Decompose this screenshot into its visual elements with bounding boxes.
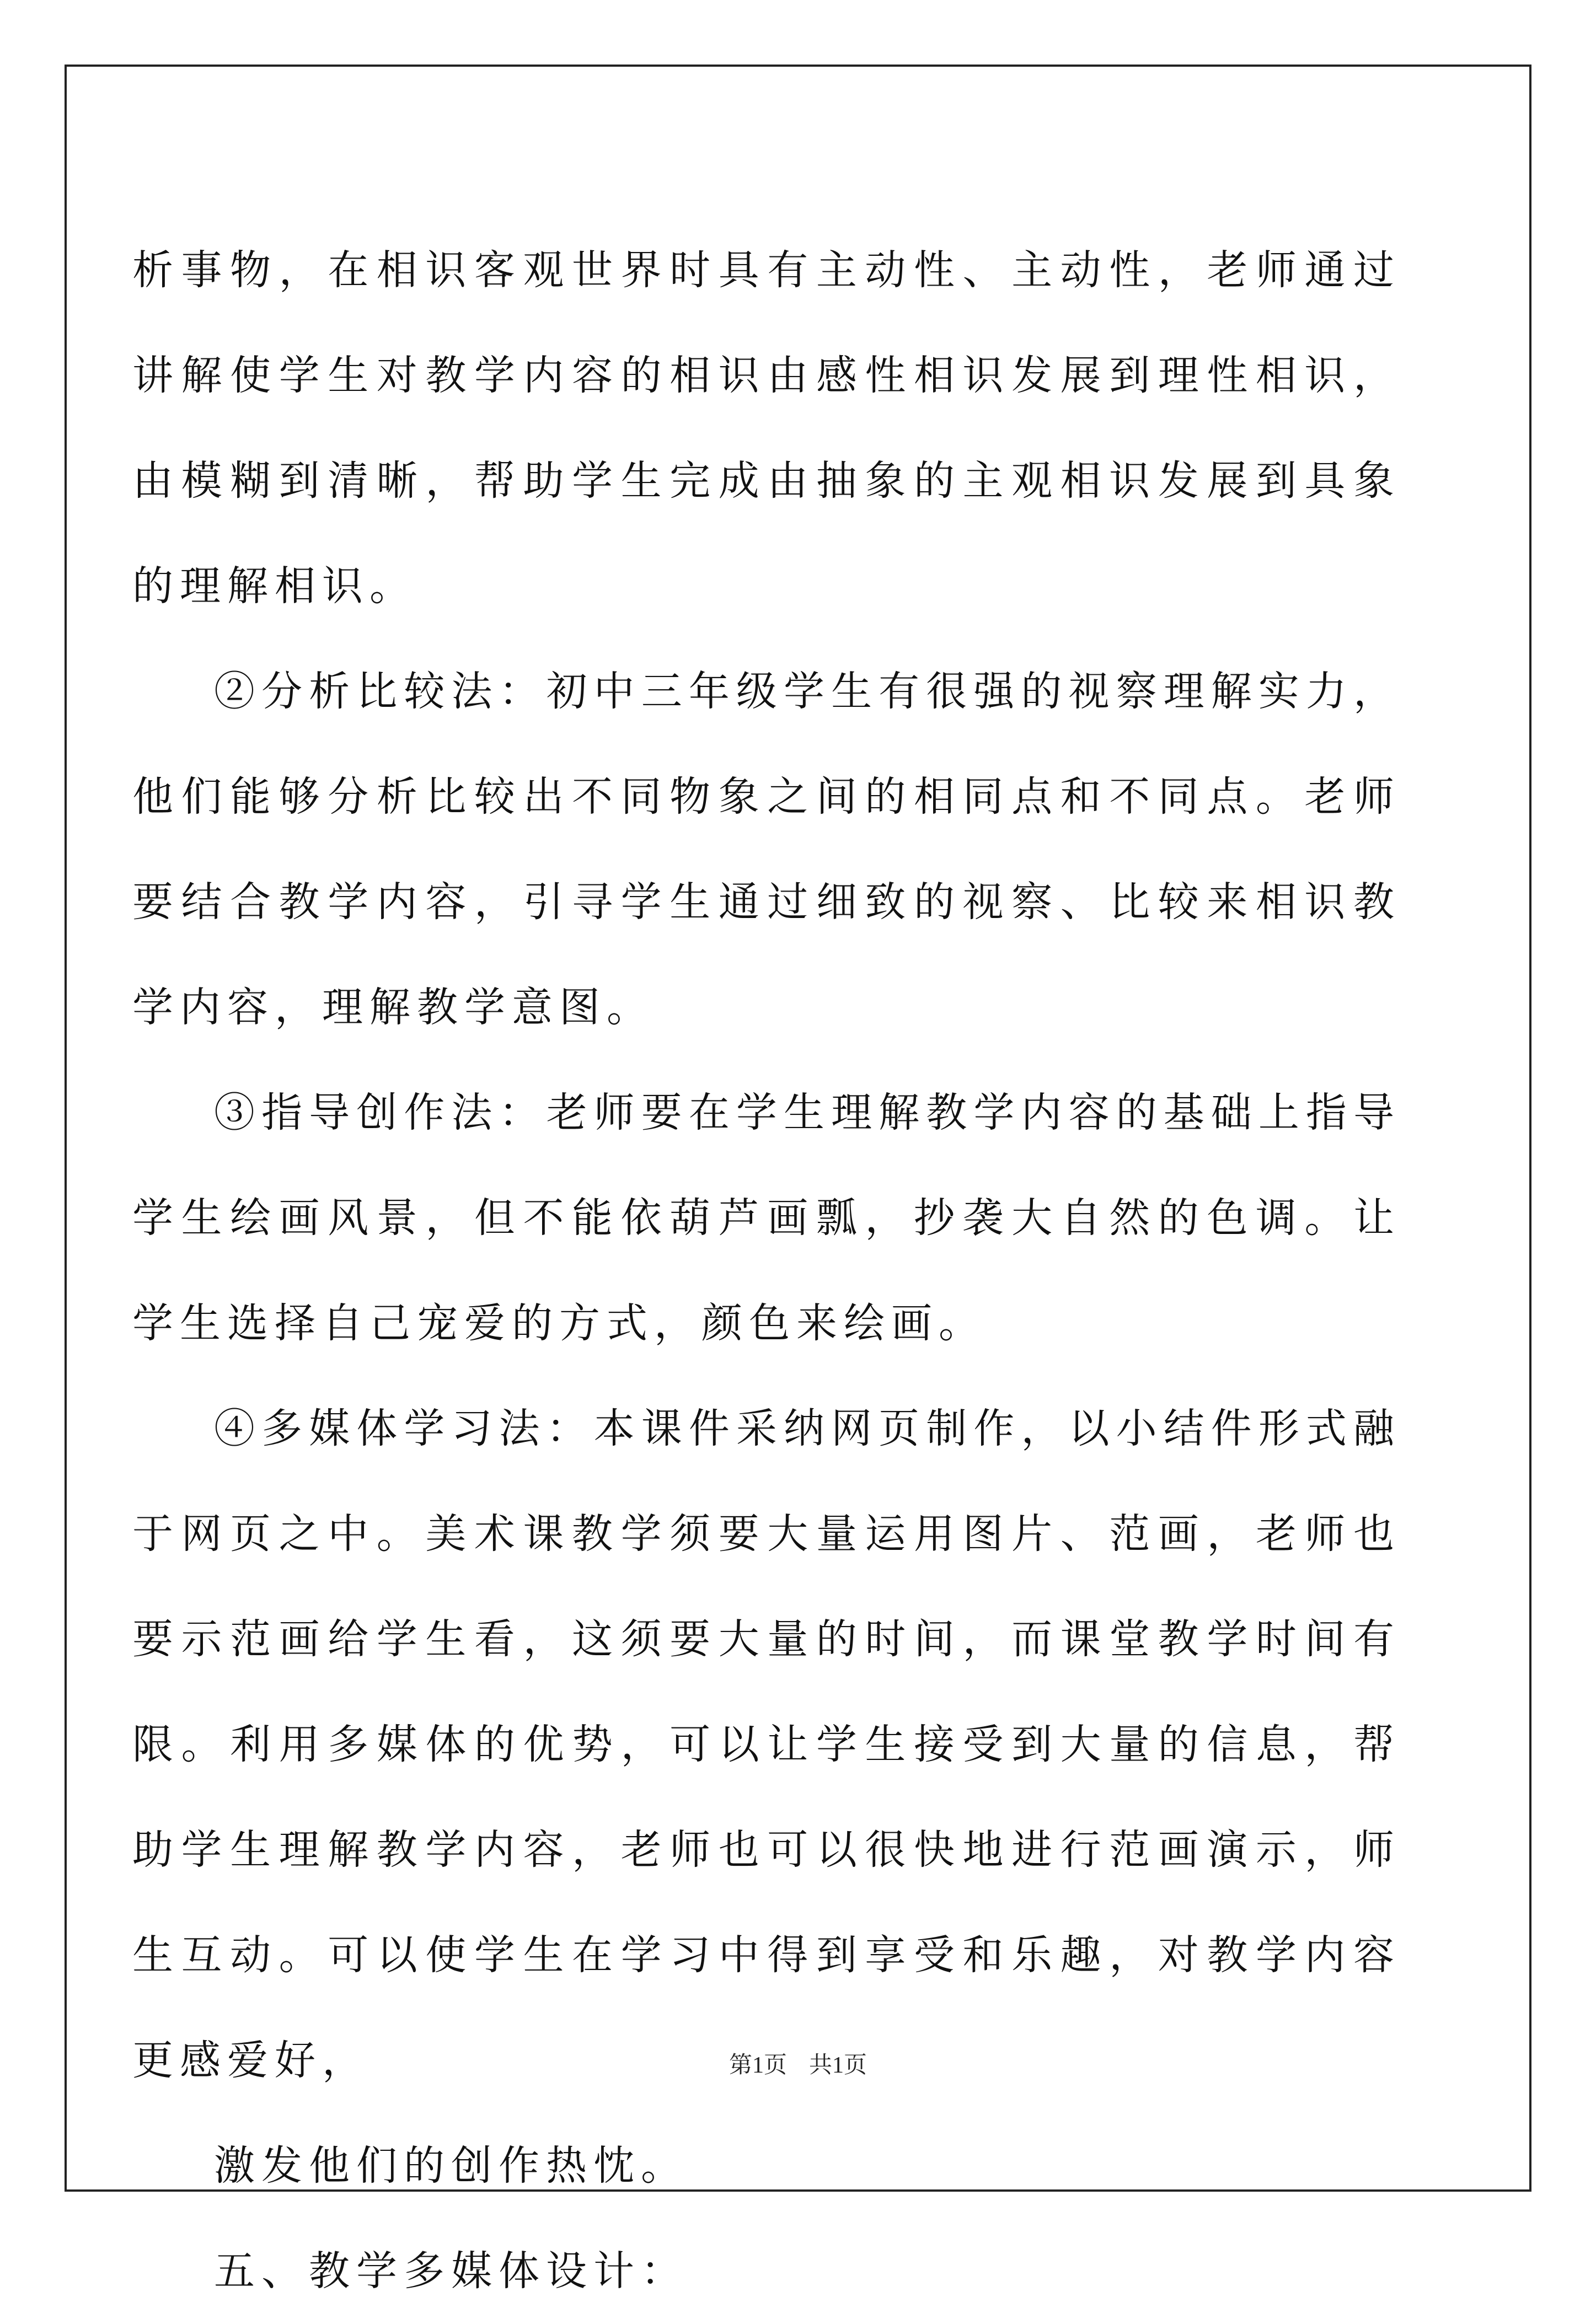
- page-footer: [0, 2047, 1596, 2080]
- paragraph-inspire: 激发他们的创作热忱。: [214, 2142, 688, 2189]
- paragraph-multimedia-learning: ④多媒体学习法：本课件采纳网页制作，以小结件形式融于网页之中。美术课教学须要大量运用图片、范画，老师也要示范画给学生看，这须要大量的时间，而课堂教学时间有限。利用多媒体的优势，可以让学生接受到大量的信息，帮助学生理解教学内容，老师也可以很快地进行范画演示，师生互动。可以使学生在学习中得到享受和乐趣，对教学内容更感爱好，: [132, 1405, 1401, 2084]
- paragraph-guided-creation: ③指导创作法：老师要在学生理解教学内容的基础上指导学生绘画风景，但不能依葫芦画瓢，抄袭大自然的色调。让学生选择自己宠爱的方式，颜色来绘画。: [132, 1089, 1401, 1347]
- section-heading-multimedia-design: 五、教学多媒体设计：: [214, 2247, 688, 2295]
- page-total: 共1页: [809, 2053, 867, 2078]
- document-body: [132, 218, 1401, 2324]
- paragraph-continuation: 析事物，在相识客观世界时具有主动性、主动性，老师通过讲解使学生对教学内容的相识由感性相识发展到理性相识，由模糊到清晰，帮助学生完成由抽象的主观相识发展到具象的理解相识。: [132, 246, 1401, 610]
- paragraph-analysis-comparison: ②分析比较法：初中三年级学生有很强的视察理解实力，他们能够分析比较出不同物象之间的相同点和不同点。老师要结合教学内容，引寻学生通过细致的视察、比较来相识教学内容，理解教学意图。: [132, 668, 1401, 1031]
- page-number: 第1页: [729, 2053, 787, 2078]
